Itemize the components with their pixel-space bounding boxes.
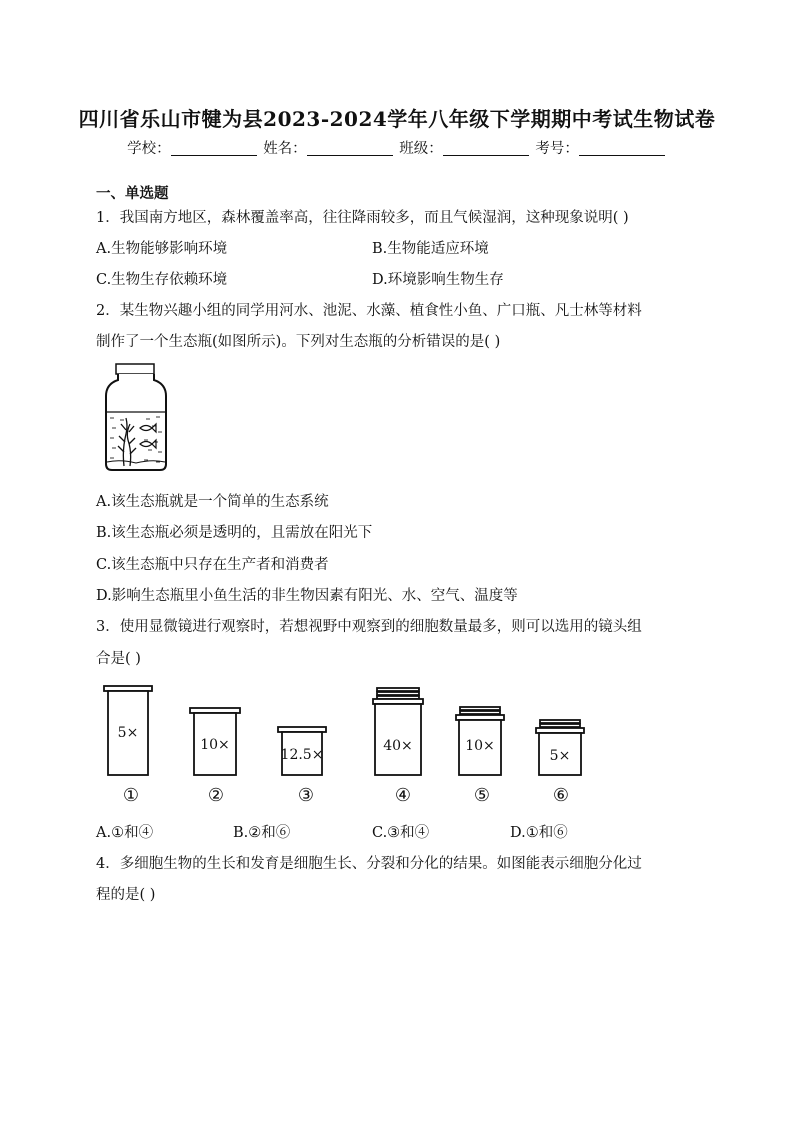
lens-4-mag: 40× <box>383 738 413 754</box>
exam-no-blank <box>579 141 665 156</box>
lens-6-thread-2 <box>540 724 580 727</box>
class-blank <box>443 141 529 156</box>
section-heading: 一、单选题 <box>96 185 169 202</box>
q2-option-a: A.该生态瓶就是一个简单的生态系统 <box>96 494 329 510</box>
name-label: 姓名： <box>263 141 307 157</box>
q3-stem-line1: 3．使用显微镜进行观察时，若想视野中观察到的细胞数量最多，则可以选用的镜头组 <box>96 619 642 635</box>
q3-stem-line2: 合是( ) <box>96 651 141 667</box>
lens-figure <box>96 682 596 810</box>
lens-1-number: ① <box>122 785 140 806</box>
student-info-line <box>0 137 794 158</box>
q3-option-d: D.①和⑥ <box>510 825 568 841</box>
lens-4-number: ④ <box>394 785 412 806</box>
lens-3-number: ③ <box>297 785 315 806</box>
q4-stem-line1: 4．多细胞生物的生长和发育是细胞生长、分裂和分化的结果。如图能表示细胞分化过 <box>96 856 642 872</box>
q2-option-b: B.该生态瓶必须是透明的，且需放在阳光下 <box>96 525 373 541</box>
page-title: 四川省乐山市犍为县2023-2024学年八年级下学期期中考试生物试卷 <box>78 107 716 131</box>
bottle-body <box>106 374 166 470</box>
school-blank <box>171 141 257 156</box>
exam-no-label: 考号： <box>535 141 579 157</box>
lens-3-mag: 12.5× <box>280 747 324 763</box>
q2-stem-line2: 制作了一个生态瓶(如图所示)。下列对生态瓶的分析错误的是( ) <box>96 334 501 350</box>
q1-option-c: C.生物生存依赖环境 <box>96 272 228 288</box>
lens-5-mag: 10× <box>465 738 495 754</box>
q3-option-b: B.②和⑥ <box>233 825 291 841</box>
lens-6-thread-1 <box>540 720 580 723</box>
lens-1-mag: 5× <box>117 725 139 741</box>
lens-6-number: ⑥ <box>552 785 570 806</box>
lens-5-number: ⑤ <box>473 785 491 806</box>
q2-option-d: D.影响生态瓶里小鱼生活的非生物因素有阳光、水、空气、温度等 <box>96 588 518 604</box>
q1-stem: 1．我国南方地区，森林覆盖率高，往往降雨较多，而且气候湿润，这种现象说明( ) <box>96 210 629 226</box>
bottle-lid <box>116 364 154 374</box>
lens-2-number: ② <box>207 785 225 806</box>
q2-option-c: C.该生态瓶中只存在生产者和消费者 <box>96 557 329 573</box>
lens-4-thread-2 <box>377 692 419 695</box>
lens-4-thread-1 <box>377 688 419 691</box>
eco-bottle-figure <box>100 362 172 474</box>
lens-5-thread-2 <box>460 711 500 714</box>
q2-stem-line1: 2．某生物兴趣小组的同学用河水、池泥、水藻、植食性小鱼、广口瓶、凡士林等材料 <box>96 303 642 319</box>
lens-5-thread-1 <box>460 707 500 710</box>
lens-6-mag: 5× <box>549 748 571 764</box>
name-blank <box>307 141 393 156</box>
q1-option-a: A.生物能够影响环境 <box>96 241 228 257</box>
q4-stem-line2: 程的是( ) <box>96 887 156 903</box>
school-label: 学校： <box>127 141 171 157</box>
q3-option-a: A.①和④ <box>96 825 154 841</box>
q1-option-b: B.生物能适应环境 <box>372 241 489 257</box>
q3-option-c: C.③和④ <box>372 825 430 841</box>
lens-2-mag: 10× <box>200 737 230 753</box>
q1-option-d: D.环境影响生物生存 <box>372 272 504 288</box>
class-label: 班级： <box>399 141 443 157</box>
